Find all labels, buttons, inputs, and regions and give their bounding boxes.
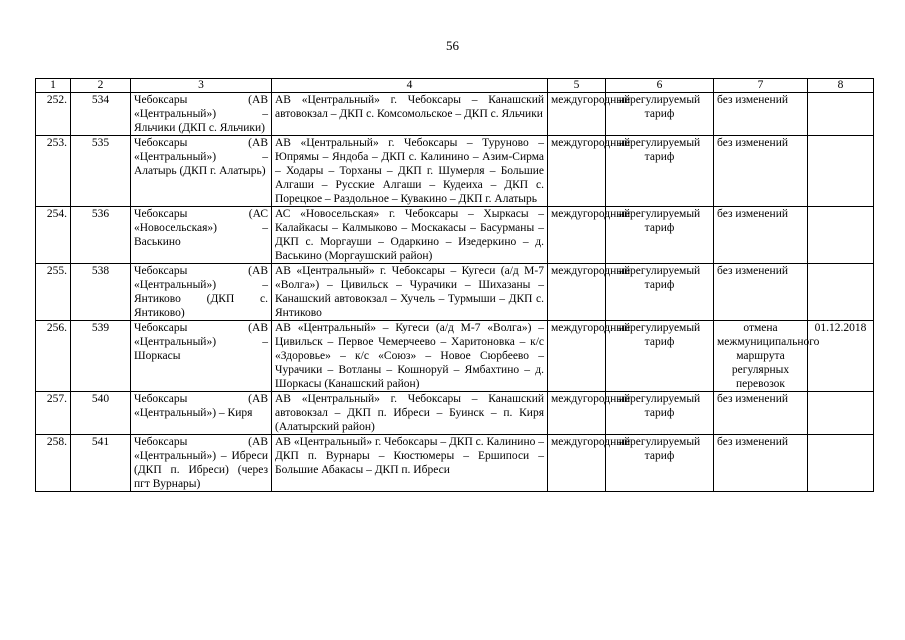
route-tariff: нерегулируемый тариф bbox=[606, 435, 714, 492]
route-path: АВ «Центральный» г. Чебоксары – Кугеси (а/д М-7 «Волга») – Цивильск – Чурачики – Шихазаны – Канашский автовокзал – Хучель – Турмыши – ДКП с. Янтиково bbox=[272, 264, 548, 321]
row-number: 256. bbox=[36, 321, 71, 392]
route-number: 541 bbox=[71, 435, 131, 492]
route-path: АВ «Центральный» г. Чебоксары – ДКП с. Калинино – ДКП п. Вурнары – Кюстюмеры – Ершипоси – Большие Абакасы – ДКП п. Ибреси bbox=[272, 435, 548, 492]
change-date: 01.12.2018 bbox=[808, 321, 874, 392]
table-row bbox=[36, 435, 874, 492]
header-cell: 2 bbox=[71, 79, 131, 93]
table-row bbox=[36, 392, 874, 435]
change-date bbox=[808, 93, 874, 136]
route-name: Чебоксары (АВ «Центральный») – Янтиково (ДКП с. Янтиково) bbox=[131, 264, 272, 321]
route-tariff: нерегулируемый тариф bbox=[606, 136, 714, 207]
route-change: без изменений bbox=[714, 264, 808, 321]
route-type: междугородный bbox=[548, 392, 606, 435]
route-path: АВ «Центральный» г. Чебоксары – Канашский автовокзал – ДКП п. Ибреси – Буинск – п. Киря (Алатырский район) bbox=[272, 392, 548, 435]
table-row bbox=[36, 321, 874, 392]
route-tariff: нерегулируемый тариф bbox=[606, 264, 714, 321]
change-date bbox=[808, 136, 874, 207]
header-cell: 4 bbox=[272, 79, 548, 93]
route-path: АВ «Центральный» – Кугеси (а/д М-7 «Волга») – Цивильск – Первое Чемерчеево – Харитоновка – к/с «Здоровье» – к/с «Союз» – Новое Сюрбеево – Чурачики – Вотланы – Кошноруй – Ямбахтино – д. Шоркасы (Канашский район) bbox=[272, 321, 548, 392]
change-date bbox=[808, 392, 874, 435]
header-cell: 5 bbox=[548, 79, 606, 93]
page-number: 56 bbox=[446, 38, 459, 53]
route-type: междугородный bbox=[548, 93, 606, 136]
route-name: Чебоксары (АС «Новосельская») – Васькино bbox=[131, 207, 272, 264]
route-path: АВ «Центральный» г. Чебоксары – Канашский автовокзал – ДКП с. Комсомольское – ДКП с. Яльчики bbox=[272, 93, 548, 136]
header-cell: 1 bbox=[36, 79, 71, 93]
row-number: 257. bbox=[36, 392, 71, 435]
table-row bbox=[36, 264, 874, 321]
route-type: междугородный bbox=[548, 264, 606, 321]
row-number: 253. bbox=[36, 136, 71, 207]
header-cell: 3 bbox=[131, 79, 272, 93]
header-cell: 6 bbox=[606, 79, 714, 93]
route-number: 540 bbox=[71, 392, 131, 435]
change-date bbox=[808, 435, 874, 492]
route-name: Чебоксары (АВ «Центральный») – Шоркасы bbox=[131, 321, 272, 392]
route-type: междугородный bbox=[548, 136, 606, 207]
route-tariff: нерегулируемый тариф bbox=[606, 93, 714, 136]
route-change: без изменений bbox=[714, 136, 808, 207]
header-cell: 7 bbox=[714, 79, 808, 93]
route-change: без изменений bbox=[714, 392, 808, 435]
route-tariff: нерегулируемый тариф bbox=[606, 207, 714, 264]
route-change: отмена межмуниципального маршрута регулярных перевозок bbox=[714, 321, 808, 392]
route-number: 539 bbox=[71, 321, 131, 392]
table-row bbox=[36, 93, 874, 136]
table-row bbox=[36, 207, 874, 264]
route-name: Чебоксары (АВ «Центральный») – Яльчики (ДКП с. Яльчики) bbox=[131, 93, 272, 136]
route-type: междугородный bbox=[548, 321, 606, 392]
route-tariff: нерегулируемый тариф bbox=[606, 392, 714, 435]
row-number: 255. bbox=[36, 264, 71, 321]
route-number: 534 bbox=[71, 93, 131, 136]
route-name: Чебоксары (АВ «Центральный») – Киря bbox=[131, 392, 272, 435]
route-number: 535 bbox=[71, 136, 131, 207]
route-number: 536 bbox=[71, 207, 131, 264]
routes-table bbox=[35, 78, 874, 492]
change-date bbox=[808, 207, 874, 264]
route-change: без изменений bbox=[714, 93, 808, 136]
row-number: 254. bbox=[36, 207, 71, 264]
header-row bbox=[36, 79, 874, 93]
route-path: АС «Новосельская» г. Чебоксары – Хыркасы – Калайкасы – Калмыково – Москакасы – Басурманы – ДКП с. Моргауши – Одаркино – Изедеркино – д. Васькино (Моргаушский район) bbox=[272, 207, 548, 264]
route-name: Чебоксары (АВ «Центральный») – Ибреси (ДКП п. Ибреси) (через пгт Вурнары) bbox=[131, 435, 272, 492]
route-type: междугородный bbox=[548, 435, 606, 492]
route-change: без изменений bbox=[714, 207, 808, 264]
route-name: Чебоксары (АВ «Центральный») – Алатырь (ДКП г. Алатырь) bbox=[131, 136, 272, 207]
route-path: АВ «Центральный» г. Чебоксары – Туруново – Юпрямы – Яндоба – ДКП с. Калинино – Азим-Сирма – Ходары – Торханы – ДКП г. Шумерля – Большие Алгаши – Русские Алгаши – Кудеиха – ДКП с. Порецкое – Раздольное – Кувакино – ДКП г. Алатырь bbox=[272, 136, 548, 207]
table-row bbox=[36, 136, 874, 207]
route-type: междугородный bbox=[548, 207, 606, 264]
row-number: 258. bbox=[36, 435, 71, 492]
route-change: без изменений bbox=[714, 435, 808, 492]
route-tariff: нерегулируемый тариф bbox=[606, 321, 714, 392]
row-number: 252. bbox=[36, 93, 71, 136]
header-cell: 8 bbox=[808, 79, 874, 93]
route-number: 538 bbox=[71, 264, 131, 321]
change-date bbox=[808, 264, 874, 321]
